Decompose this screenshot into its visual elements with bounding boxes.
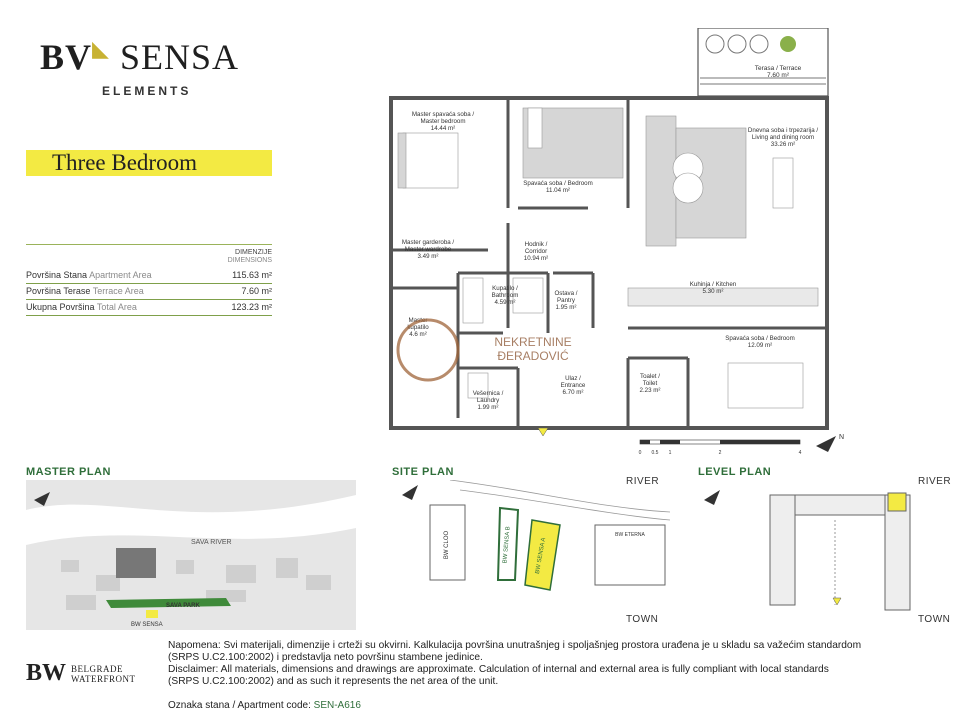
room-master-bath-label: Master [408, 317, 428, 324]
north-arrow-icon [402, 485, 418, 500]
footer-logo-line2: WATERFRONT [71, 673, 136, 684]
room-kitchen-area: 5.30 m² [702, 288, 724, 295]
room-entrance-label-en: Entrance [560, 382, 586, 389]
room-corridor-label-en: Corridor [524, 248, 548, 255]
dimensions-header-sr: DIMENZIJE [235, 249, 272, 256]
brand-subtitle: ELEMENTS [102, 84, 192, 98]
unit-highlight [888, 493, 906, 511]
disclaimer-line: Napomena: Svi materijali, dimenzije i crteži su okvirni. Kalkulacija površina unutrašnjeg i spoljašnjeg prostora urađena je u skladu sa važećim standardom [168, 640, 862, 651]
scale-label: 2 [718, 450, 722, 456]
site-building-c-label: BW CLOO [444, 530, 450, 560]
area-label-sr: Ukupna Površina [26, 302, 95, 312]
unit-type-banner [26, 150, 272, 176]
scale-bar [639, 440, 802, 456]
watermark-line1: NEKRETNINE [494, 335, 572, 349]
room-entrance-area: 6.70 m² [562, 389, 584, 396]
room-master-bedroom-area: 14.44 m² [430, 125, 456, 132]
dimensions-header-en: DIMENSIONS [227, 257, 272, 264]
footer-logo-mark: BW [26, 660, 67, 686]
disclaimer-line: Disclaimer: All materials, dimensions and drawings are approximate. Calculation of internal and external area is fully compliant with local standards [168, 664, 829, 675]
entrance-arrow-icon [538, 428, 548, 436]
site-plan-river-label: RIVER [626, 476, 660, 487]
room-corridor-label: Hodnik / [524, 241, 548, 248]
north-arrow-icon [704, 490, 720, 505]
room-master-bath-area: 4.6 m² [409, 331, 427, 338]
room-entrance-label: Ulaz / [565, 375, 581, 382]
area-label-sr: Površina Terase [26, 286, 91, 296]
level-plan-map [700, 480, 920, 620]
room-bedroom1-label: Spavaća soba / Bedroom [523, 180, 593, 187]
area-value: 123.23 m² [231, 302, 272, 312]
room-living-label-en: Living and dining room [751, 134, 815, 141]
area-value: 7.60 m² [241, 286, 272, 296]
site-building-d-label: BW ETERNA [615, 532, 645, 538]
room-pantry-area: 1.95 m² [555, 304, 577, 311]
room-master-bath-label-2: kupatilo [407, 324, 429, 331]
room-laundry-area: 1.99 m² [477, 404, 499, 411]
area-label-en: Total Area [96, 302, 137, 312]
master-plan-map [26, 480, 356, 630]
dimensions-header [176, 249, 272, 265]
disclaimer-line: (SRPS U.C2.100:2002) and as such it represents the net area of the unit. [168, 676, 499, 687]
scale-label: 1 [668, 450, 672, 456]
master-plan-title: MASTER PLAN [26, 466, 111, 478]
room-master-bedroom-label-en: Master bedroom [420, 118, 466, 125]
room-master-bedroom-label: Master spavaća soba / [411, 111, 475, 118]
brand-accent-icon: ◣ [92, 36, 110, 61]
room-toilet-label-en: Toilet [642, 380, 658, 387]
room-toilet-label: Toalet / [640, 373, 660, 380]
level-plan-town-label: TOWN [918, 614, 951, 625]
room-bathroom-label-en: Bathroom [491, 292, 519, 299]
room-kitchen-label: Kuhinja / Kitchen [689, 281, 737, 288]
brand-name: SENSA [119, 37, 239, 77]
room-bathroom-area: 4.59 m² [494, 299, 516, 306]
scale-label: 0.5 [651, 450, 659, 456]
scale-label: 4 [798, 450, 802, 456]
room-bedroom1-area: 11.04 m² [546, 187, 570, 194]
room-laundry-label: Vešernica / [472, 390, 504, 397]
disclaimer-line: (SRPS U.C2.100:2002) i predstavlja neto površinu stambene jedinice. [168, 652, 483, 663]
site-building-a-label: BW SENSA A [534, 537, 548, 575]
unit-type-title: Three Bedroom [52, 150, 197, 175]
svg-text:N: N [839, 434, 845, 441]
area-value: 115.63 m² [232, 270, 272, 280]
room-pantry-label-en: Pantry [557, 297, 575, 304]
area-label-en: Apartment Area [89, 270, 152, 280]
area-row [26, 268, 272, 284]
site-plan-map [390, 480, 680, 620]
brand-mark: BV [40, 37, 93, 77]
room-wardrobe-label-en: Master wardrobe [404, 246, 452, 253]
room-pantry-label: Ostava / [554, 290, 578, 297]
room-wardrobe-label: Master garderoba / [401, 239, 455, 246]
master-plan-bw-label: BW SENSA [131, 622, 163, 628]
site-plan-town-label: TOWN [626, 614, 659, 625]
area-table [26, 268, 272, 316]
area-row [26, 300, 272, 316]
master-plan-river-label: SAVA RIVER [191, 539, 232, 546]
brand-logo [40, 36, 239, 78]
scale-label: 0 [638, 450, 642, 456]
area-label-sr: Površina Stana [26, 270, 88, 280]
room-bathroom-label: Kupatilo / [492, 285, 518, 292]
terrace-area [698, 28, 828, 96]
level-plan-title: LEVEL PLAN [698, 466, 772, 478]
room-living-label: Dnevna soba i trpezarija / [747, 127, 819, 134]
area-label-en: Terrace Area [92, 286, 144, 296]
room-wardrobe-area: 3.49 m² [417, 253, 439, 260]
apartment-code-label: Oznaka stana / Apartment code: [168, 700, 311, 711]
room-corridor-area: 10.94 m² [523, 255, 549, 262]
room-living-area: 33.26 m² [770, 141, 796, 148]
site-building-b-label: BW SENSA B [502, 526, 512, 564]
site-plan-title: SITE PLAN [392, 466, 454, 478]
footer-logo-line1: BELGRADE [71, 663, 124, 674]
north-arrow-icon [816, 434, 844, 452]
terrace-area-label: 7.60 m² [766, 72, 790, 79]
apartment-code-value: SEN-A616 [313, 700, 361, 711]
room-laundry-label-en: Laundry [476, 397, 500, 404]
divider [26, 244, 272, 245]
watermark-line2: ĐERADOVIĆ [497, 349, 569, 363]
disclaimer [168, 640, 968, 688]
footer-logo [26, 660, 136, 687]
area-row [26, 284, 272, 300]
terrace-label: Terasa / Terrace [754, 65, 802, 72]
room-bedroom2-label: Spavaća soba / Bedroom [725, 335, 795, 342]
apartment-code [168, 700, 361, 711]
master-plan-park-label: SAVA PARK [166, 603, 200, 609]
room-toilet-area: 2.23 m² [639, 387, 661, 394]
room-bedroom2-area: 12.09 m² [747, 342, 773, 349]
floor-plan [388, 28, 848, 458]
level-plan-river-label: RIVER [918, 476, 952, 487]
